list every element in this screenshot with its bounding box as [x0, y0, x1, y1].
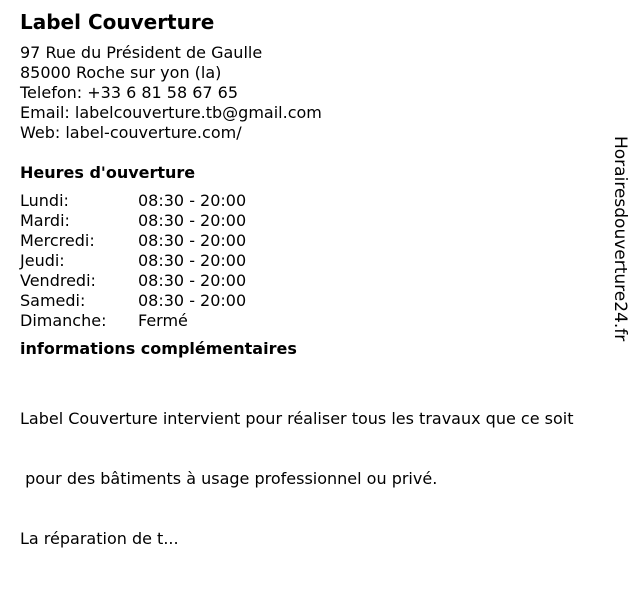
watermark-text: Horairesdouverture24.fr — [610, 136, 630, 342]
hours-title: Heures d'ouverture — [20, 163, 196, 182]
hours-row-saturday — [20, 291, 610, 311]
hours-row-sunday — [20, 311, 610, 331]
info-line-1: Label Couverture intervient pour réaliser tous les travaux que ce soit — [20, 409, 574, 428]
address-line-2: 85000 Roche sur yon (la) — [20, 63, 222, 82]
site-watermark — [608, 136, 632, 376]
info-description — [20, 369, 610, 589]
hours-time: Fermé — [138, 311, 188, 330]
hours-time: 08:30 - 20:00 — [138, 191, 247, 210]
phone-text: Telefon: +33 6 81 58 67 65 — [20, 83, 239, 102]
hours-time: 08:30 - 20:00 — [138, 251, 247, 270]
hours-day: Vendredi: — [20, 271, 96, 290]
email-text: Email: labelcouverture.tb@gmail.com — [20, 103, 322, 122]
info-line-2: pour des bâtiments à usage professionnel ou privé. — [20, 469, 438, 488]
info-line-3: La réparation de t... — [20, 529, 179, 548]
hours-row-tuesday — [20, 211, 610, 231]
hours-row-monday — [20, 191, 610, 211]
hours-row-friday — [20, 271, 610, 291]
hours-time: 08:30 - 20:00 — [138, 291, 247, 310]
hours-table — [20, 191, 610, 331]
hours-row-wednesday — [20, 231, 610, 251]
hours-day: Mardi: — [20, 211, 70, 230]
website-text: Web: label-couverture.com/ — [20, 123, 242, 142]
hours-time: 08:30 - 20:00 — [138, 231, 247, 250]
address-line-1: 97 Rue du Président de Gaulle — [20, 43, 263, 62]
hours-time: 08:30 - 20:00 — [138, 271, 247, 290]
info-title: informations complémentaires — [20, 339, 297, 358]
business-card — [20, 8, 610, 589]
hours-day: Jeudi: — [20, 251, 65, 270]
hours-day: Lundi: — [20, 191, 69, 210]
hours-row-thursday — [20, 251, 610, 271]
contact-block — [20, 43, 610, 143]
hours-day: Samedi: — [20, 291, 86, 310]
business-name: Label Couverture — [20, 10, 215, 34]
hours-time: 08:30 - 20:00 — [138, 211, 247, 230]
hours-day: Dimanche: — [20, 311, 107, 330]
hours-day: Mercredi: — [20, 231, 95, 250]
